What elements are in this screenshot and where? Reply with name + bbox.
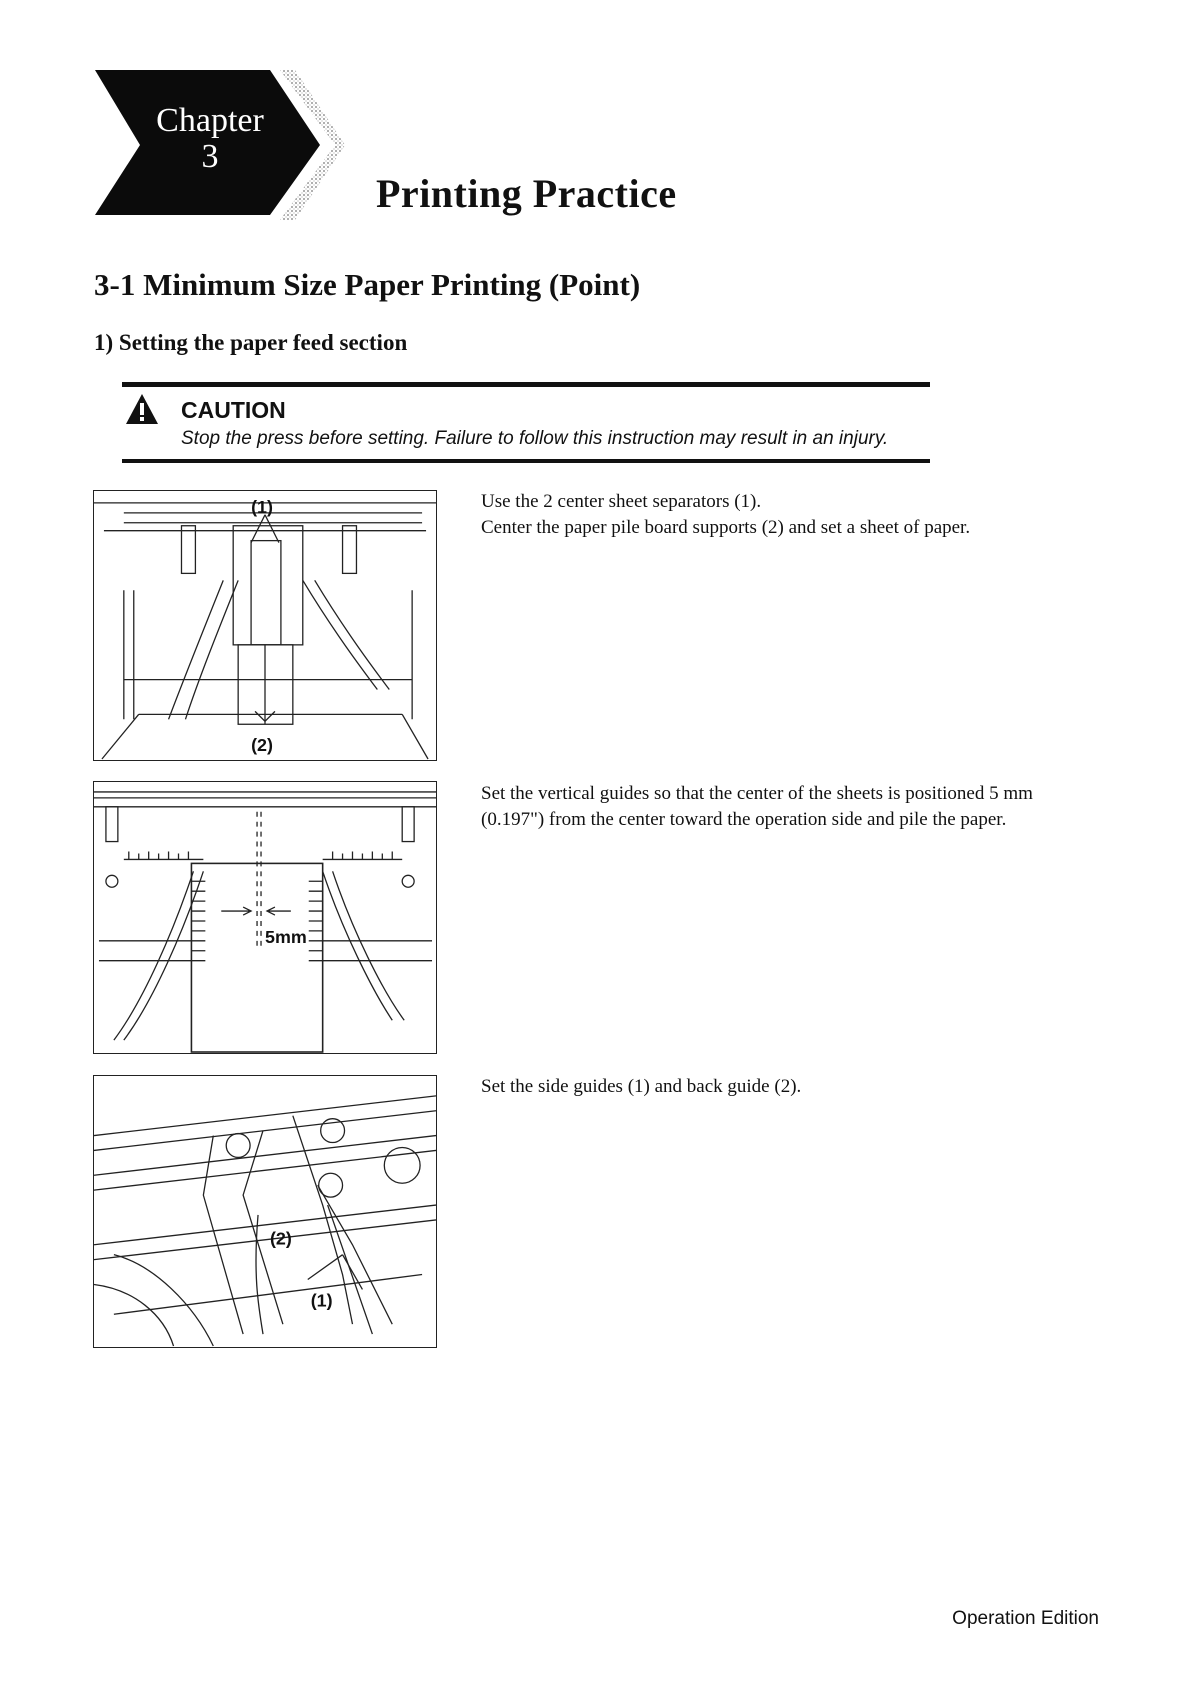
step-1-line-2: Center the paper pile board supports (2) and set a sheet of paper. [481,517,971,538]
caution-top-rule [122,382,930,387]
page-title: Printing Practice [376,171,677,216]
warning-triangle-icon [125,393,159,425]
footer-edition: Operation Edition [952,1608,1099,1629]
figure-side-back-guides [93,1075,437,1348]
chapter-label [95,103,325,175]
step-1-line-1: Use the 2 center sheet separators (1). [481,491,762,512]
caution-title: CAUTION [181,397,286,423]
step-2-line-1: Set the vertical guides so that the center of the sheets is positioned 5 mm [481,783,1033,804]
figure-center-separators [93,490,437,761]
chapter-word: Chapter [156,102,264,139]
subsection-title: 1) Setting the paper feed section [94,330,408,355]
step-2-text [481,781,1101,833]
figure-vertical-guides [93,781,437,1054]
step-1-text [481,489,1101,541]
callout-5mm: 5mm [265,926,307,947]
step-3-text [481,1074,1101,1100]
section-title: 3-1 Minimum Size Paper Printing (Point) [94,267,641,302]
step-2-line-2: (0.197") from the center toward the operation side and pile the paper. [481,809,1007,830]
caution-text: Stop the press before setting. Failure to follow this instruction may result in an injury. [181,428,889,449]
callout-1: (1) [251,496,273,517]
callout-side-guide: (1) [310,1290,333,1311]
chapter-number: 3 [201,138,219,175]
callout-2: (2) [251,735,273,756]
callout-back-guide: (2) [269,1228,292,1249]
step-3-line-1: Set the side guides (1) and back guide (2). [481,1076,802,1097]
caution-bottom-rule [122,459,930,463]
